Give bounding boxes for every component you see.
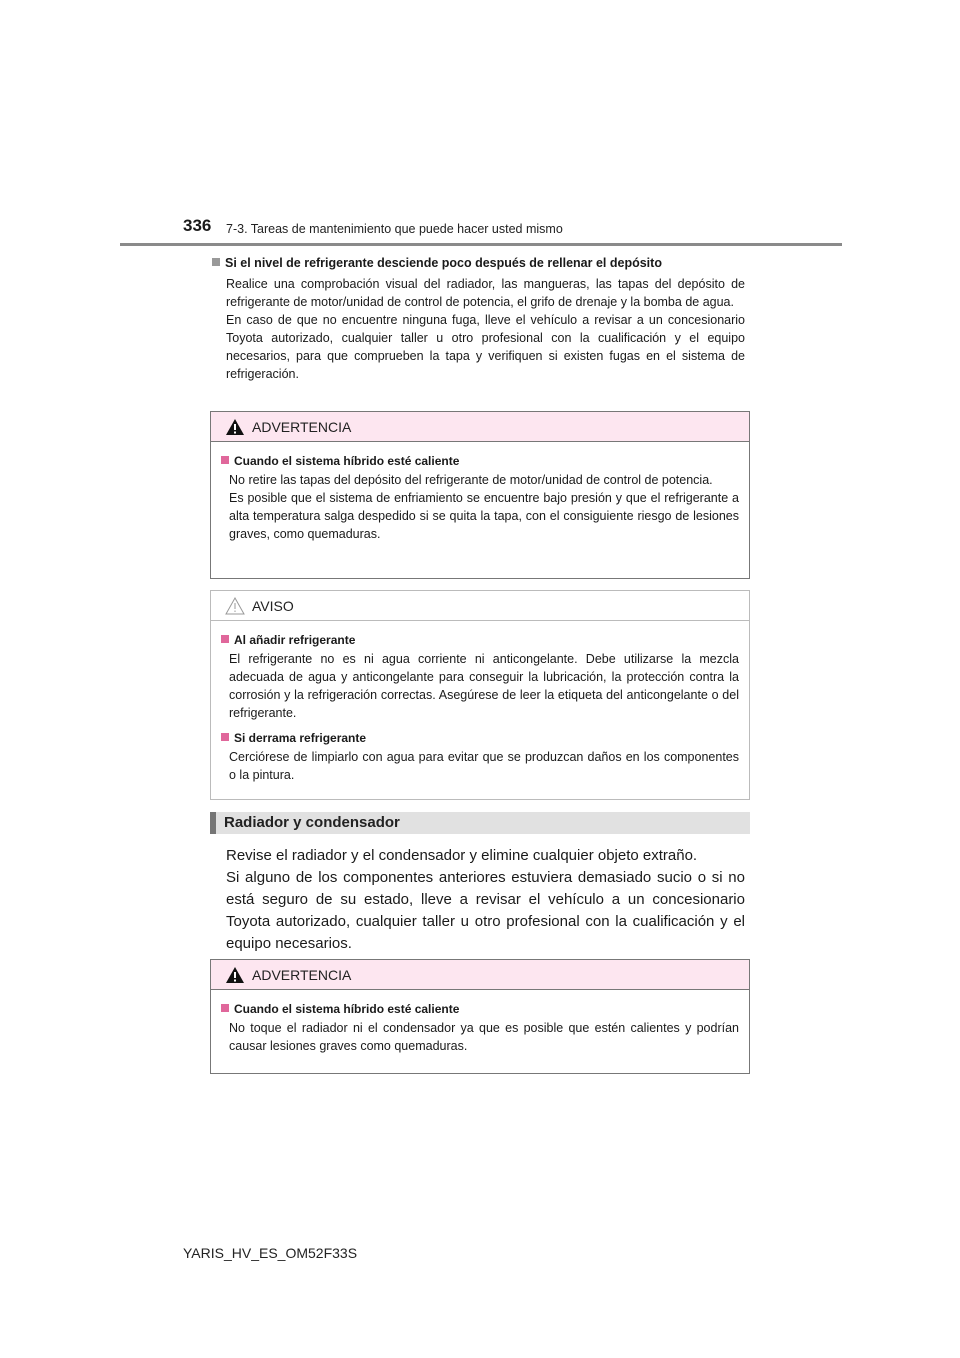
notice-box-header [211, 591, 749, 621]
square-bullet-icon [221, 1004, 229, 1012]
square-bullet-icon [221, 733, 229, 741]
warning-1-item-text: No retire las tapas del depósito del refrigerante de motor/unidad de control de potencia. Es posible que el sistema de enfriamiento se encuentre bajo presión y que el refrigerante a alta temperatura salga despedido si se quita la tapa, con el consiguiente riesgo de lesiones graves, como quemaduras. [229, 473, 739, 541]
notice-item-2-heading-row [221, 731, 739, 745]
warning-box-2-title: ADVERTENCIA [252, 966, 352, 983]
section-title-bar [210, 812, 216, 834]
notice-box-body [211, 621, 749, 784]
notice-item-1-heading: Al añadir refrigerante [234, 633, 356, 647]
warning-triangle-icon [225, 966, 245, 984]
section-text: Revise el radiador y el condensador y elimine cualquier objeto extraño. Si alguno de los componentes anteriores estuviera demasiado sucio o si no está seguro de su estado, lleve a revisar el vehículo a un concesionario Toyota autorizado, cualquier taller u otro profesional con la cualificación y el equipo necesarios. [226, 847, 745, 952]
warning-2-item-heading-row [221, 1002, 739, 1016]
warning-box-1-title: ADVERTENCIA [252, 418, 352, 435]
section-title: Radiador y condensador [224, 814, 400, 831]
notice-item-2-text: Cerciórese de limpiarlo con agua para evitar que se produzcan daños en los componentes o la pintura. [229, 750, 739, 782]
caution-triangle-outline-icon [225, 597, 245, 615]
document-code: YARIS_HV_ES_OM52F33S [183, 1245, 358, 1261]
intro-heading-row [212, 256, 745, 270]
page-number: 336 [183, 216, 212, 235]
warning-box-1-header [211, 412, 749, 442]
notice-item-1-heading-row [221, 633, 739, 647]
warning-1-item-heading: Cuando el sistema híbrido esté caliente [234, 454, 460, 468]
warning-box-1 [210, 411, 750, 579]
warning-triangle-icon [225, 418, 245, 436]
intro-heading: Si el nivel de refrigerante desciende poco después de rellenar el depósito [225, 256, 662, 270]
warning-1-item-heading-row [221, 454, 739, 468]
notice-item-2-heading: Si derrama refrigerante [234, 731, 367, 745]
square-bullet-icon [212, 258, 220, 266]
warning-box-1-body [211, 442, 749, 543]
notice-box-title: AVISO [252, 597, 294, 614]
notice-box [210, 590, 750, 800]
intro-block [212, 256, 745, 383]
warning-box-2-body [211, 990, 749, 1055]
section-header: 7-3. Tareas de mantenimiento que puede hacer usted mismo [226, 222, 563, 236]
warning-box-2 [210, 959, 750, 1074]
header-divider [120, 243, 842, 246]
section-title-band [210, 812, 750, 834]
notice-item-1-text: El refrigerante no es ni agua corriente ni anticongelante. Debe utilizarse la mezcla adecuada de agua y anticongelante para conseguir la lubricación, la protección contra la corrosión y la refrigeración correctas. Asegúrese de leer la etiqueta del anticongelante o del refrigerante. [229, 652, 739, 720]
warning-2-item-text: No toque el radiador ni el condensador ya que es posible que estén calientes y podrían causar lesiones graves como quemaduras. [229, 1021, 739, 1053]
warning-box-2-header [211, 960, 749, 990]
square-bullet-icon [221, 635, 229, 643]
square-bullet-icon [221, 456, 229, 464]
warning-2-item-heading: Cuando el sistema híbrido esté caliente [234, 1002, 460, 1016]
intro-text: Realice una comprobación visual del radiador, las mangueras, las tapas del depósito de refrigerante de motor/unidad de control de potencia, el grifo de drenaje y la bomba de agua. En caso de que no encuentre ninguna fuga, lleve el vehículo a revisar a un concesionario Toyota autorizado, cualquier taller u otro profesional con la cualificación y el equipo necesarios, para que comprueben la tapa y verifiquen si existen fugas en el sistema de refrigeración. [226, 277, 745, 381]
